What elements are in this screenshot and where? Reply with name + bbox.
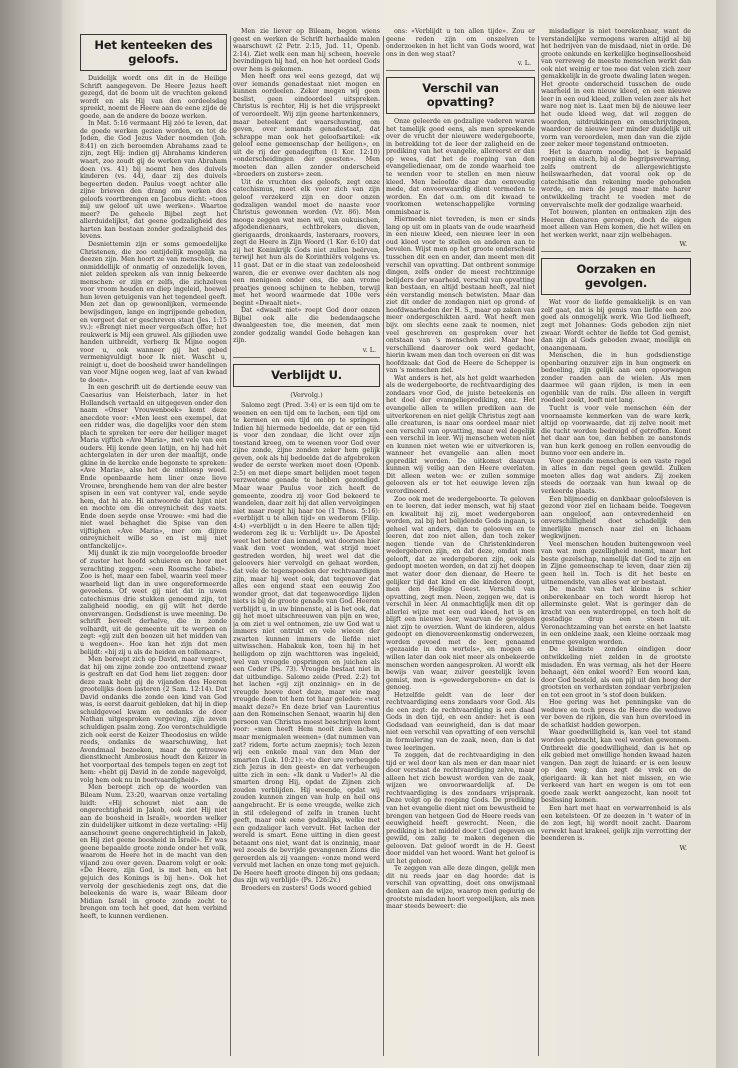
column-1 — [80, 28, 227, 1058]
article-body — [80, 75, 227, 920]
paragraph: Men zie liever op Bileam, begon wiens geest en werken de Schrift herhaalde malen waarschuwt (2 Petr. 2:15, Jud. 11, Openb. 2:14). Ziet welk een man hij scheen, hoevele bevindingen hij had, en hoe het oordeel Gods over hem is gekomen. — [233, 28, 380, 73]
article-heading: Verschil van opvatting? — [386, 77, 535, 114]
column-rule — [383, 36, 384, 1056]
article-body — [233, 28, 380, 345]
paragraph: De kleinste zonden eindigen door ontwikkeling niet zelden in de grootste misdaden. En was vermag, als het der Heere behaagt, één enkel woord? Een woord kan, door God besteld, als een pijl uit den boog der grootsten en verhardsten zondaar verbrijzelen en tot een groot in 's stof doen bukken. — [541, 646, 691, 699]
paragraph: Mij dunkt ik zie mijn voorgeloofde broeder of zuster het hoofd schuieren en hoor met verachting zeggen: «een Roomsche fabel». Zoo is het, maar een fabel, waarin veel meer waarheid ligt dan in uwe ongereformeerde gevoelens. Of weet gij niet dat in uwen catechismus drie stukken genoemd zijn, tot zaligheid noodig, en gij wilt het derde onvervangen. Godsdienst is uwe meening. De schrift beveelt derhalve, die in zonde volhardt, uit de gemeente uit te werpen en zegt: «gij zult den boozen uit het midden van u wegdoen». Hoe kan het zijn dat men belijdt: «hij zij u als de heiden en tollenaar». — [80, 550, 227, 656]
paragraph: Het is daarom noodig, het is bepaald roeping en eisch, bij al de begripsverwarring, zelfs omtrent de allergewichtigste heilswaarheden, dat vooral ook op de catechisatie dan rekening mede gehouden worde, en men de jeugd maar mate harer ontwikkeling tracht te voeden met de onvervalschte melk der godzalige waarheid. — [541, 148, 691, 209]
paragraph: Hoe gering was het penningske van de weduwe en toch prees de Heere die weduwe ver boven de rijken, die van hun overvloed in de schatkist hadden geworpen. — [541, 699, 691, 729]
paragraph: Een blijmoedig en dankbaar geloofsleven is gezond voor ziel en lichaam beide. Toegeven aan ongeloof, aan ontevredenheid en onverschilligheid doet schadelijk den innerlijke mensch naar ziel en lichaam wegkwijnen. — [541, 495, 691, 541]
paragraph: Voor gezonde menschen is een vaste regel in alles in dan regel geen gewild. Zulken moeten alles dag wat anders. Zij zoeken steeds de oorzaak van hun kwaal op de verkeerde plaats. — [541, 457, 691, 495]
author-signature: W. — [679, 843, 687, 852]
paragraph: De macht van het kleine is schier onberekenbaar en toch wordt hierop het allerminste gelet. Wat is geringer dan de kracht van een waterdroppel, en toch holt de gestadige drup een steen uit. Veronachtzaming van het eerste en het laatste in een onkleine zaak, een kleine oorzaak mag enorme gevolgen worden. — [541, 586, 691, 646]
article-body — [386, 118, 535, 910]
column-rule — [230, 36, 231, 1056]
paragraph: Waar goedwilligheid is, kan veel tot stand worden gebracht, kan veel worden gewonnen. Ontbreekt die goedwilligheid, dan is het op elk gebied met onwillige honden kwaad hazen vangen. Dan zegt de luiaard: er is een leeuw op den weg; dan zegt de vrek en de gierigaard: ik kan het niet missen, en wie verkeerd van hart en wegen is om tot een goede zaak werkt aangezocht, kan nooit tot beslissing komen. — [541, 729, 691, 805]
article-heading: Verblijdt U. — [233, 364, 380, 387]
article-heading: Oorzaken en gevolgen. — [541, 258, 691, 295]
author-signature: v. L. — [362, 345, 376, 354]
paragraph: Men beroept zich op David, maar vergeet, dat hij om zijne zonde zoo ontzettend zwaar is gestraft en dat God hem liet zeggen: door deze zaak hebt gij de vijanden des Heeren grootelijks doen lasteren (2 Sam. 12:14). Dat David ondanks die zonde een kind van God was, is eerst daaruit gebleken, dat hij in diep schuldgevoel kwam en ondanks de door Nathan uitgesproken vergeving, zijn zeven schuldigen psalm zong. Zoo verontschuldigde zich ook eerst de Keizer Theodosius en wilde reeds, ondanks de waarschuwing, het Avondmaal bezoeken, maar de getrouwe dienstknecht Ambrosius houdt den Keizer in het voorportaal des tempels tegen en zegt tot hem: «hebt gij David in de zonde nagevolgd, volg hem ook nu in boetvaardigheid». — [80, 656, 227, 784]
article-subheading: (Vervolg.) — [290, 390, 323, 399]
paragraph: Tot bouwen, planten en ontmaken zijn des Heeren dienaren geroepen, doch de eigen moet alleen van Hem komen, die het willen en het werken werkt, naar zijn welbehagen. — [541, 209, 691, 239]
paragraph: Veel menschen houden buitengewoon veel van wat men gezelligheid noemt, maar het beste gezelschap, namelijk dat God te zijn en in Zijne gemeenschap te leven, daar zien zij geen heil in. Toch is dit het beste en uitnemendste, van alles wat er bestaat. — [541, 540, 691, 586]
paragraph: Hiermede niet tevreden, is men er sinds lang op uit om in plaats van de oude waarheid in een nieuw kleed, een nieuwe leer in een oud kleed voor te stellen en anderen aan te bevelen. Wijst men op het groote onderscheid tusschen dit een en ander, dan meent men dit verschil van opvatting. Dat ontbrent sommige dingen, zelfs onder de meest rechtzinnige belijders der waarheid, verschil van opvatting kan bestaan, en altijd bestaan heeft, zal niet één verstandig mensch betwisten. Maar dan ziet dit onder de zondagen niet op grond- of hoofdwaarheden der H. S., maar op zaken van meer ondergeschikten aard. Wat heeft men bijv. om slechts eene zaak te noemen, niet veel geschreven en gesproken over het ontstaan van 's menschen ziel. Maar hoe verschillend daarover ook werd gedacht, hierin kwam men dan toch overeen en dit was hoofdzaak: dat God de Heere de Schepper is van 's menschen ziel. — [386, 216, 535, 375]
article-body — [233, 402, 380, 893]
paragraph: Zoo ook met de wedergeboorte. Te geloven en te leeren, dat ieder mensch, wat hij staat en kwaliteit hij zij, moet wedergeboren worden, zal bij het belijdende Gods ingaan, is geheel wat anders, dan te gelooven en te leeren, dat zoo niet allen, dan toch zeker negen tiende van de Christenkinderen wedergeboren zijn, en dat deze, omdat men gelooft, dat ze wedergeboren zijn, ook als gedoopt moeten worden, en dat zij het doopen met water door den dienaar, de Heere te gelijker tijd dat kind en die kinderen doopt, men den Heilige Geest. Verschil van opvatting, zegt men. Neen, zeggen we, dat is verschil in leer. Al onmachtiglijk men dit op allerlei wijze met een oud kleed, het is en blijft een nieuwe leer, waarvan de gevolgen niet zijn te overzien. Want de kinderen, aldus gedoopt en dienovereenkomstig onderwezen, worden gevoed met de leer, genaamd «gezaaide in den wortels», en mogen en willen later dan ook niet meer als onbekeerde menschen worden aangesproken. Al wordt elk bewijs van waar, zuiver geestelijk leven gemist, men is «gewedergeboren» en dat is genoeg. — [386, 495, 535, 692]
divider — [541, 251, 691, 252]
paragraph: Uit de vruchten des geloofs, zegt onze catechismus, moet elk voor zich van zijn geloof verzekerd zijn en door onzen godzaligen wandel moet de naaste voor Christus gewonnen worden (Vr. 86). Men mooge zeggen wat men wil, van oukuischen, afgodendienaars, echtbrekers, dieven, gierigaards, dronkaards, lasteraars, roovers, zegt de Heere in Zijn Woord (1 Kor. 6:10) dat zij het Koninkrijk Gods niet zullen beërven, terwijl het hun als de Korinthiërs volgens vs. 11 gaat. Dat er in die staat van zedeloosheid waren, die er evenwe over dachten als nog een menigeen onder ons, die aan vrome praatjes genoeg schijnen te hebben, terwijl met het woord waarmede dat 100e vers begint «Dwaalt niet». — [233, 178, 380, 307]
paragraph: Hetzelfde geldt van de leer der rechtvaardiging eens zondaars voor God. Als de een zegt: de rechtvaardiging is een daad Gods in den tijd, en een ander: het is een Godsdaad van eeuwigheid, dan is dat maar niet een verschil van opvatting of een verschil in formulering van de zaak, neen, dan is dat twee leeringen. — [386, 691, 535, 752]
paragraph: Wat voor de liefde gemakkelijk is en van zelf gaat, dat is bij gemis van liefde een zoo goed als onmogelijk werk. Wie God liefheeft, zegt met Johannes: Gods geboden zijn niet zwaar. Wordt echter de liefde tot God gemist, dan zijn al Gods geboden zwaar, moeilijk en onaangenaam. — [541, 299, 691, 352]
paragraph: Dat «dwaalt niet» roept God door onzen Bijbel ook alle die bedendaagsche dwaalgeesten toe, die meenen, dat men zonder godzalig wandel Gode behagen kan zijn. — [233, 307, 380, 345]
paragraph: In een geschrift uit de dertiende eeuw van Caesarius van Heisterbach, later in het Hollandsch vertaald en uitgegeven onder den naam «Onser Vrouwenboek» komt deze anecdote voor: «Men leest een exempel, dat een ridder was, die dagelijks voor den stem plach te spreken ter eere der heiliger maget Maria vijftich «Ave Maria», met vele van een ouders. Hij kende geen latijn, en hij had hêt achtergelaten in der uren der maaltijt, onde gkine in de kercke ende begonste te spreken: «Ave Maria», also het de onbloesp woed. Ende openbaarde hem liner onze lieve Vrouwe, brenghende hem van der alre bester spisen in een vat contyver val, ende seyde hem, dat hi ate. Hi antwoorde dat hijnt niet en mochte om die onreynicheit des vaets. Ende doen seyde onse Vrouwe: «mi had die niet wael behaghet die Spise van den vijftighen «Ave Maria», mer om dijnre onreynicheit wille so en ist mij niet ontfanckelijc». — [80, 384, 227, 550]
paragraph: Desniettemin zijn er soms gemoedelijke Christenen, die zoo ontijdelijk mogelijk na deezen zijn. Men hoort ze van menschen, die onmiddellijk of onmatig of onzedelijk leven, niet zelden spreken als van innig bekeerde menschen: er zijn er zelfs, die zichzelven voor vroom houden en diep ingeleid, hoewel hun leven getuigenis van het tegendeel geeft. Men zet dan op gewoonlijken, vermeende bewijsdingen, lange en ingrijpende gebeden, en vergeet dat er geschreven staat (Jes. 1:15 vv.): «Brengt niet meer vergeefsch offer; het reukwerk is Mij een gruwel. Als gijlieden uwe handen uitbreidt, verberg Ik Mijne oogen voor u, ook wanneer gij het gebed vermenigvuldigt hoor Ik niet. Wascht u, reinigt u, doet de boosheid uwer handelingen van voor Mijne oogen weg, laat af van kwaad te doen». — [80, 241, 227, 384]
paragraph: Te zeggen van alle deze dingen, gelijk men dit nu reeds jaar en dag hoorde: dat is verschil van opvatting, doet ons onwijsmaal denken aan de wijze, waarop men gedurig de grootste misdaden hoort vergoelijken, als men maar steeds beweert: die — [386, 865, 535, 911]
column-rule — [538, 36, 539, 1056]
paragraph: Men beroept zich op de woorden van Bileam Num. 23:20, waarvan onze vertaling luidt: «Hij schouwt niet aan de ongerechtigheid in Jakob, ook ziet Hij niet aan de boosheid in Israël», woorden welker zin duidelijker uitkomt in deze vertaling: «Hij aanschouwt geene ongerechtigheid in Jakob, en Hij ziet geene boosheid in Israël». Er was geene bepaalde groote zonde onder het volk, waarom de Heere het in de macht van den vijand zou over geven. Daarom volgt er ook: «De Heere, zijn God, is met hen, en het gejuich des Konings is bij hen». Ook het vervolg der geschiedenis zegt ons, dat die beleekenis de ware is, waar Bileam door Midian Israël in groote zonde zocht te brengen om toch het goed, dat hem verbind heeft, te kunnen verdienen. — [80, 784, 227, 920]
column-3 — [386, 28, 535, 1058]
paragraph: misdadiger is niet toerekenbaar, want de verstandelijke vermogens waren altijd al bij het bedrijven van de misdaad, niet in orde. De groote onkunde en kerkelijke beginselloosheid van verreweg de meeste menschen werkt dan ook niet weinig er toe mee dat velen zich zeer gemakkelijk in de groote dwaling laten wegen. Het groote onderscheid tusschen de oude waarheid in een nieuw kleed, en een nieuwe leer in een oud kleed, zullen velen zeer als het ware nog niet is. Laat men bij de nieuwe leer het oude kleed weg, dat wil zeggen de woorden, uitdrukkingen en omschrijvingen, waardoor de nieuwe leer minder duidelijk uit vorm van veroordelen, men dan van die zijde zeer zeker meer tegenstand ontmoeten. — [541, 28, 691, 149]
article-body — [541, 299, 691, 842]
author-signature: v. L. — [517, 59, 531, 68]
paragraph: In Mat. 5:16 vermaant Hij zóó te leven, dat de goede werken gezien worden, en tot de Joden, die God Jezus Vader noemden (Joh. 8:41) en zich beroemden Abrahams zaad te zijn, zegt Hij: indien gij Abrahams kinderen waart, zoo zoudt gij de werken van Abraham doen (vs. 41) bij noemt hen des duivels kinderen (vs. 44), daar zij des duivels begeerten deden. Paulus voegt achter alle zijne brieven den drang om werken des geloofs voortbrengen en Jacobus dicht: «toon mij uw geloof uit uwe werken». Waartoe meer? De geheele Bijbel zegt het allerduidelijkst, dat geene godzaligheid des harten kan bestaan zonder godzaligheid des levens. — [80, 120, 227, 241]
paragraph: Wat anders is het, als het geldt waarheden als de wedergeboorte, de rechtvaardiging des zondaars voor God, de juiste beteekenis en het doel der evangelieprediking, enz. Het evangelie allen te willen prediken aan de uitverkorenen en niet gelijk Christus zegt aan alle creaturen, is naar ons oordeel maar niet een verschil van opvatting, maar wel degelijk een verschil in leer. Wij menschen weten niet en kunnen niet weten wie er uitverkoren is, wanneer het evangelie aan allen moet gepredikt worden. De uitkomst daarvan kunnen wij veilig aan den Heere overlaten. Dit alleen weten we: er zullen sommige gelooven als er tot het eeuwige leven zijn verordineerd. — [386, 374, 535, 495]
author-signature: W. — [679, 240, 687, 249]
divider — [386, 70, 535, 71]
article-body — [541, 28, 691, 239]
paragraph: ons: «Verblijdt u ten allen tijde». Zou er geene reden zijn om onszelven te onderzoeken in het licht van Gods woord, wat ons in den weg staat? — [386, 28, 535, 58]
paragraph: Menschen, die in hun godsdienstige openbaring onzuiver zijn in hun ongmerk en bedoeling, zijn gelijk aan een opoorwagen zonder raaden aan de wielen. Als men daarmee wil gaan rijden, is men in een ogenblik van de rails. Die alleen in vergift roedeel zoekt, loeft niet lang. — [541, 352, 691, 405]
paragraph: Te zeggen, dat de rechtvaardiging in den tijd er wel door kan als men er dan maar niet door verstaat de rechtvaardiging zelve, maar alleen het zich bewust worden van de zaak, wijzen we onvoorwaardelijk af. De rechtvaardiging is des zondaars vrijspraak. Deze volgt op de roeping Gods. De prediking van het evangelie dient niet om bewustheid te brengen van hetgeen God de Heere reeds van eeuwigheid heeft gewrocht. Neen, die prediking is het middel door t.God gegeven en gewild, om zalig te maken degenen die gelooven. Dat geloof wordt in de H. Geest door middel van het woord. Want het geloof is uit het gehoor. — [386, 752, 535, 865]
column-4 — [541, 28, 691, 1058]
paragraph: Tucht is voor vele menschen één der voornaamste kenmerken van de ware kerk, altijd op voorwaarde, dat zij zelve nooit met die tucht worden bedreigd of getroffen. Komt het daar aan toe, dan hebben ze aanstonds van hun kerk genoeg en rollen eenvoudig de bunno voor een andere in. — [541, 404, 691, 458]
article-heading: Het kenteeken des geloofs. — [80, 34, 227, 71]
right-page-edge — [716, 0, 738, 1068]
column-2 — [233, 28, 380, 1058]
book-binding-shadow — [0, 0, 70, 1068]
paragraph: Onze geleerde en godzalige vaderen waren het tamelijk goed eens, als men spreekende over de vrucht der nieuwere wedergeboorte, in betrekking tot de leer der zaligheid en de prediking van het evangelie, allereerst er dan op wees, dat het de roeping van den evangeliedienaar, om de zonde waarheid toe te wenden voor te stellen en men nieuw kleed. Men beloofde daar dan eenvoudig mede, dat onvoorwaardig dient vermeden te worden. En dat o.m. om dit kwaad te voorkomen wetenschappelijke vorming ommisbaar is. — [386, 118, 535, 216]
paragraph: Broeders en zusters! Gods woord gebied — [241, 884, 372, 892]
article-body — [386, 28, 535, 58]
paragraph: Een hart met haat en verwarrenheid is als een ketelsteen. Of ze deezen in 't water of in de zon legt, hij wordt nooit zacht. Daarom verwekt haat krakeel, gelijk zijn verrotting der beenderen is. — [541, 804, 691, 843]
divider — [233, 357, 380, 358]
paragraph: Duidelijk wordt ons dit in de Heilige Schrift aangegeven. De Heere Jezus heeft gezegd, dat de boom uit de vruchten gekend wordt en als Hij van den oordeelsdag spreekt, noemt de Heere aan de eene zijde de goede, aan de andere de booze werken. — [80, 75, 227, 120]
paragraph: Men heeft ons wel eens gezegd, dat wij over iemands genadestaat niet mogen en kunnen oordeelen. Zeker mogen wij geen beslist, geen eindoordeel uitspreken. Christus is rechter, Hij is het die vrijspreekt of veroordeelt. Wij zijn geene hartenkenners, maar beteekent dat waarschuwing, om geven, over iemands genadestaat, dat schrappe man ook het geloofsartikel: «ik geloof eene gemeenschap der heiligen», en uit de rij der genadegiften (1 Kor. 12:10) «onderscheidingen der geesten». Men moeten dan allen zonder onderscheid «broeders en zusters» zeen. — [233, 73, 380, 179]
paragraph: Salomo zegt (Pred. 3:4) er is een tijd om te weenen en een tijd om te lachen, een tijd om te kermen en een tijd om op te springen. Indien hij hiermede bedoelde, dat er een tijd is voor den zondaar, die licht over zijn toestand kreeg, om te weenen voor God over zijne zonde, zijne zonden zeker hem gelijk geven, ook als hij bedoelde dat de afgebroken weder de eerste werken moet doen (Openb. 2:5) en met diepe smart belijden moet tegen verzwetene genade te hebben gezondigd. Maar waar Paulus voor zich heeft de gemeente, zoodra zij voor God bekeerd te wandelen, daar zeit hij dat allen vervolgingen niet maar roept hij haar toe (1 Thess. 5:16): «verblijdt u te allen tijd» en wederom (Filip. 4:4) «verblijdt u in den Heere te allen tijd; wederom zeg ik u: Verblijdt u». De Apostel weet het beter dan iemand, wat doornen hier vaak den voet wonden, wat strijd moet gestreden worden, hij weet wel dat die geloovers hier vervolgd en gehaat worden, dat vele de tegenspoeden der rechtvaardigen zijn, maar hij weet ook, dat tegenover dat alles een engend staat een eeuwig Zoo wonder groot, dat dat tegenwoordige lijden niets is bij de groote genade van God. Heeren verblijdt u, in uw binnenste, al is het ook, dat gij het moet uitschreeuwen van pijn en wee, ja om ziet u wel ontnomen, zie uw God wat u immers niet ontrukt en vele wiecen der zwarten kunnen immers de liefde niet uitwisschen. Habakuk kon, toen hij in het heiligdom op zijn wachttoren was ingeleid, wel van vreugde opspringen en juichen als een Ceder (Ps. 73). Vreugde bestaat niet in dat uitbundige. Salomo zeide (Pred. 2:2) tot het lachen «gij zijt onzinnig» en in de vreugde hoeve doet deze, maar wie mag vreugde doen tot hem tot haar geleden: «wat maakt deze?» En deze brief van Laurentius aan den Romeinschen Senaat, waarin hij den persoon van Christus moest beschrijven komt voor: «men heeft Hem nooit zien lachen, maar menigmalen weenen» (dat nummen van zat? ridem, forte actum zaepnis); toch lezen wij een enkele maal van den Man der smarten (Luk. 10:21): «te dier ure verheugde zich Jezus in den geest» en dat verheugen uitte zich in een: «Ik dank u Vader!» Al die smarten drong Hij, opdat de Zijnen zich zouden verblijden. Hij weende, opdat wij zouden kunnen zingen van hulp en heil ons aangebracht. Er is eene vreugde, welke zich in stil cdelegend of zelfs in tranen lucht geeft, maar ook eene godzalijks, welke met een godzaliger lach vervult. Het lachen der wereld is smart. Eene uitting in dien geest betaamt ons niet, want dat is onzinnig, maar wel zooals de bevrijde gevangenen Zions die geroerden als zij vaangen: «onze mond werd vervuld met lachen en onze tong met gejuich. De Heere heeft groote dingen bij ons gedaan; dus zijn wij verblijd» (Ps. 126:2v.) — [233, 401, 380, 885]
